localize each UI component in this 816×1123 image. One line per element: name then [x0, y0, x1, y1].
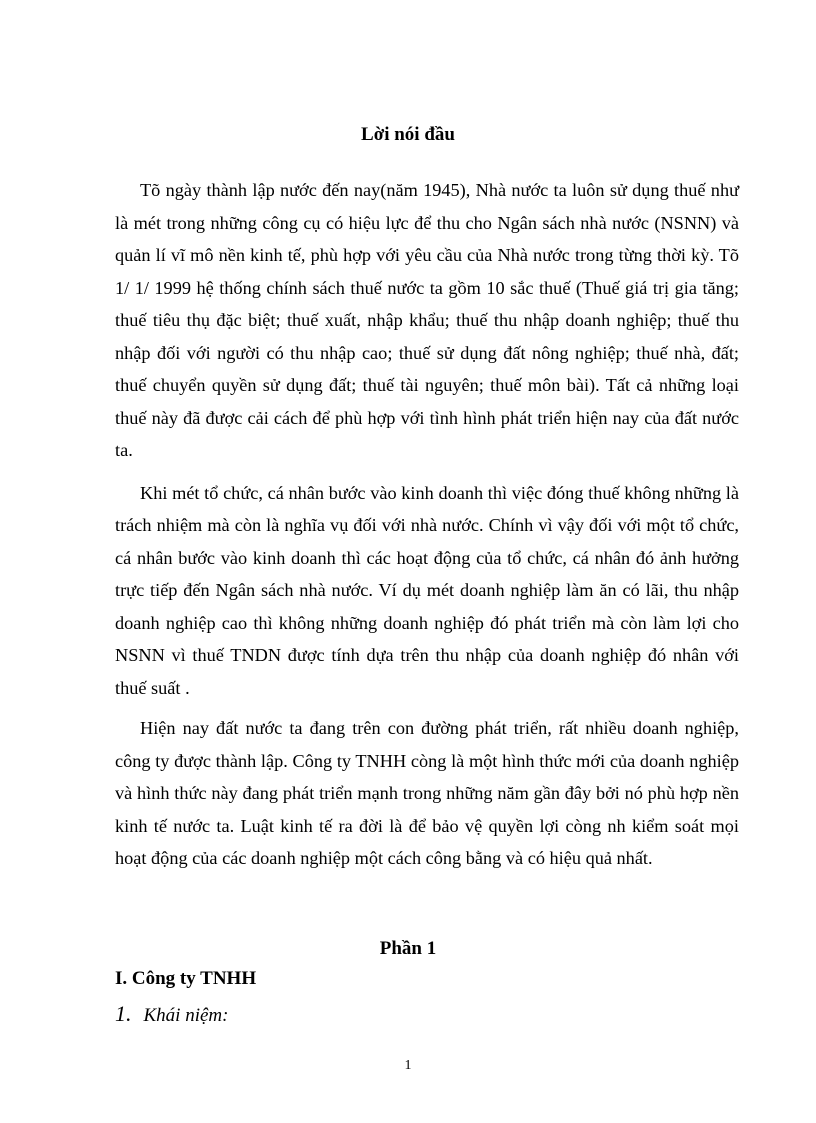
subsection-heading — [115, 1001, 228, 1027]
subsection-number: 1. — [115, 1001, 132, 1026]
subsection-title: Khái niệm: — [143, 1005, 229, 1026]
page-number: 1 — [404, 1058, 412, 1073]
intro-body — [115, 174, 739, 875]
paragraph: Tõ ngày thành lập nước đến nay(năm 1945), Nhà nước ta luôn sử dụng thuế như là mét trong những công cụ có hiệu lực để thu cho Ngân sách nhà nước (NSNN) và quản lí vĩ mô nền kinh tế, phù hợp với yêu cầu của Nhà nước trong từng thời kỳ. Tõ 1/ 1/ 1999 hệ thống chính sách thuế nước ta gồm 10 sắc thuế (Thuế giá trị gia tăng; thuế tiêu thụ đặc biệt; thuế xuất, nhập khẩu; thuế thu nhập doanh nghiệp; thuế thu nhập đối với người có thu nhập cao; thuế sử dụng đất nông nghiệp; thuế nhà, đất; thuế chuyển quyền sử dụng đất; thuế tài nguyên; thuế môn bài). Tất cả những loại thuế này đã được cải cách để phù hợp với tình hình phát triển hiện nay của đất nước ta. — [115, 180, 739, 460]
section-title: I. Công ty TNHH — [115, 968, 257, 989]
paragraph: Hiện nay đất nước ta đang trên con đường phát triển, rất nhiều doanh nghiệp, công ty được thành lập. Công ty TNHH còng là một hình thức mới của doanh nghiệp và hình thức này đang phát triển mạnh trong những năm gần đây bởi nó phù hợp nền kinh tế nước ta. Luật kinh tế ra đời là để bảo vệ quyền lợi còng nh kiểm soát mọi hoạt động của các doanh nghiệp một cách công bằng và có hiệu quả nhất. — [115, 718, 739, 868]
document-title: Lời nói đầu — [361, 124, 455, 145]
part-title: Phần 1 — [379, 938, 437, 959]
paragraph: Khi mét tổ chức, cá nhân bước vào kinh doanh thì việc đóng thuế không những là trách nhiệm mà còn là nghĩa vụ đối với nhà nước. Chính vì vậy đối với một tổ chức, cá nhân bước vào kinh doanh thì các hoạt động của tổ chức, cá nhân đó ảnh hưởng trực tiếp đến Ngân sách nhà nước. Ví dụ mét doanh nghiệp làm ăn có lãi, thu nhập doanh nghiệp cao thì không những doanh nghiệp đó phát triển mà còn làm lợi cho NSNN vì thuế TNDN được tính dựa trên thu nhập của doanh nghiệp đó nhân với thuế suất . — [115, 482, 739, 698]
